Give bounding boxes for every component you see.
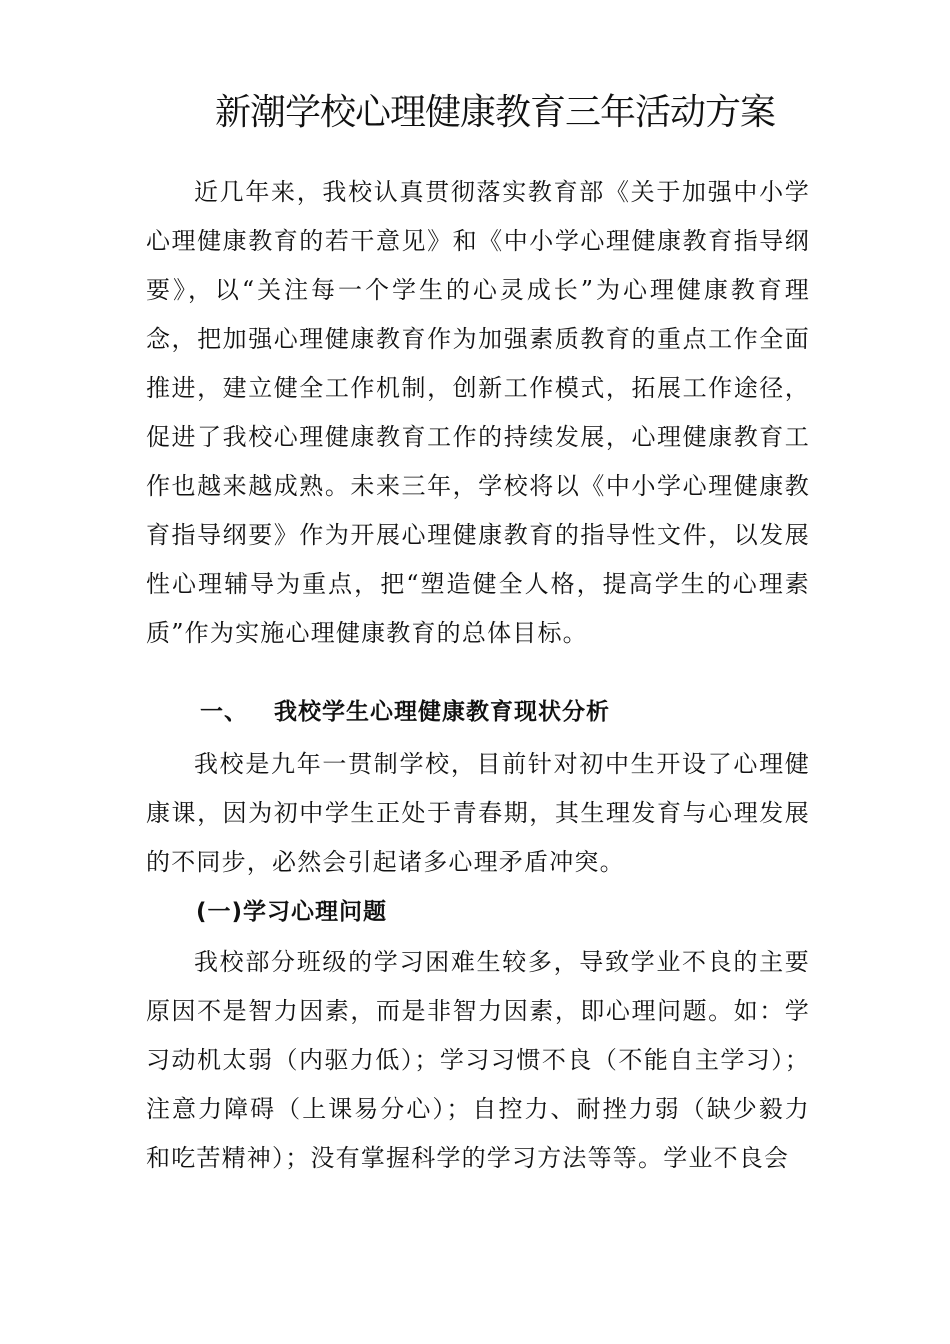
intro-block (146, 168, 810, 658)
section-heading (200, 692, 610, 732)
section-title: 我校学生心理健康教育现状分析 (274, 699, 610, 725)
section-paragraph: 我校是九年一贯制学校，目前针对初中生开设了心理健康课，因为初中学生正处于青春期，其生理发育与心理发展的不同步，必然会引起诸多心理矛盾冲突。 (146, 750, 810, 876)
section-body (146, 740, 810, 887)
section-number: 一、 (200, 699, 248, 725)
subsection-heading: (一)学习心理问题 (196, 899, 388, 925)
subsection-body (146, 938, 810, 1183)
subsection-paragraph: 我校部分班级的学习困难生较多，导致学业不良的主要原因不是智力因素，而是非智力因素，即心理问题。如：学习动机太弱（内驱力低）；学习习惯不良（不能自主学习）；注意力障碍（上课易分心）；自控力、耐挫力弱（缺少毅力和吃苦精神）；没有掌握科学的学习方法等等。学业不良会 (146, 948, 810, 1172)
document-title: 新潮学校心理健康教育三年活动方案 (214, 92, 775, 133)
intro-paragraph: 近几年来，我校认真贯彻落实教育部《关于加强中小学心理健康教育的若干意见》和《中小学心理健康教育指导纲要》，以“关注每一个学生的心灵成长”为心理健康教育理念，把加强心理健康教育作为加强素质教育的重点工作全面推进，建立健全工作机制，创新工作模式，拓展工作途径，促进了我校心理健康教育工作的持续发展，心理健康教育工作也越来越成熟。未来三年，学校将以《中小学心理健康教育指导纲要》作为开展心理健康教育的指导性文件，以发展性心理辅导为重点，把“塑造健全人格，提高学生的心理素质”作为实施心理健康教育的总体目标。 (146, 178, 810, 647)
